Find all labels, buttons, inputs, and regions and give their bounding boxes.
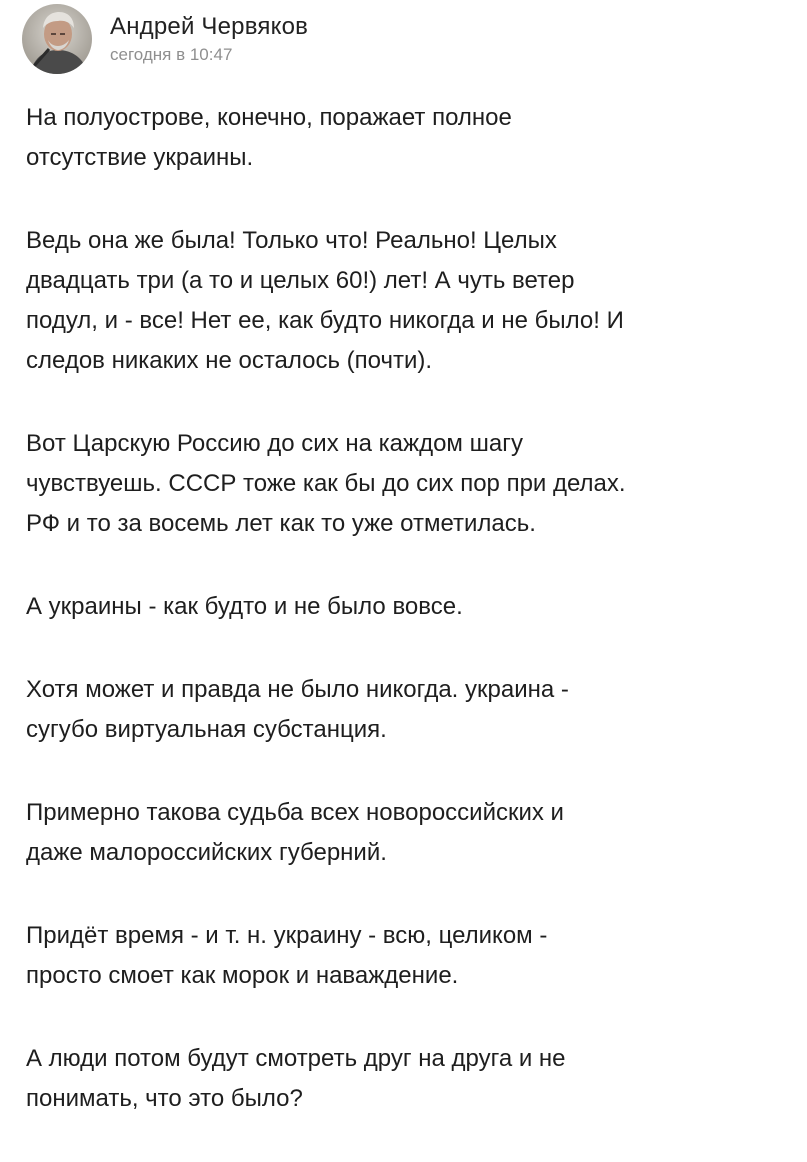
author-avatar[interactable] [22, 4, 92, 74]
post-meta [110, 13, 308, 65]
post-timestamp[interactable]: сегодня в 10:47 [110, 45, 233, 64]
post-paragraph: Примерно такова судьба всех новороссийских и даже малороссийских губерний. [26, 799, 564, 866]
post-paragraph: Придёт время - и т. н. украину - всю, целиком - просто смоет как морок и наваждение. [26, 922, 548, 989]
author-name[interactable]: Андрей Червяков [110, 13, 309, 40]
post-header [22, 2, 308, 76]
post-paragraph: Ведь она же была! Только что! Реально! Целых двадцать три (а то и целых 60!) лет! А чуть ветер подул, и - все! Нет ее, как будто никогда и не было! И следов никаких не осталось (почти). [26, 227, 624, 374]
post-paragraph: А украины - как будто и не было вовсе. [26, 593, 463, 620]
post-paragraph: А люди потом будут смотреть друг на друга и не понимать, что это было? [26, 1045, 566, 1112]
post-paragraph: Вот Царскую Россию до сих на каждом шагу чувствуешь. СССР тоже как бы до сих пор при делах. РФ и то за восемь лет как то уже отметилась. [26, 430, 626, 537]
post-paragraph: Хотя может и правда не было никогда. украина - сугубо виртуальная субстанция. [26, 676, 569, 743]
avatar-photo-icon [22, 4, 92, 74]
post-paragraph: На полуострове, конечно, поражает полное отсутствие украины. [26, 104, 512, 171]
post-text [26, 98, 786, 1162]
